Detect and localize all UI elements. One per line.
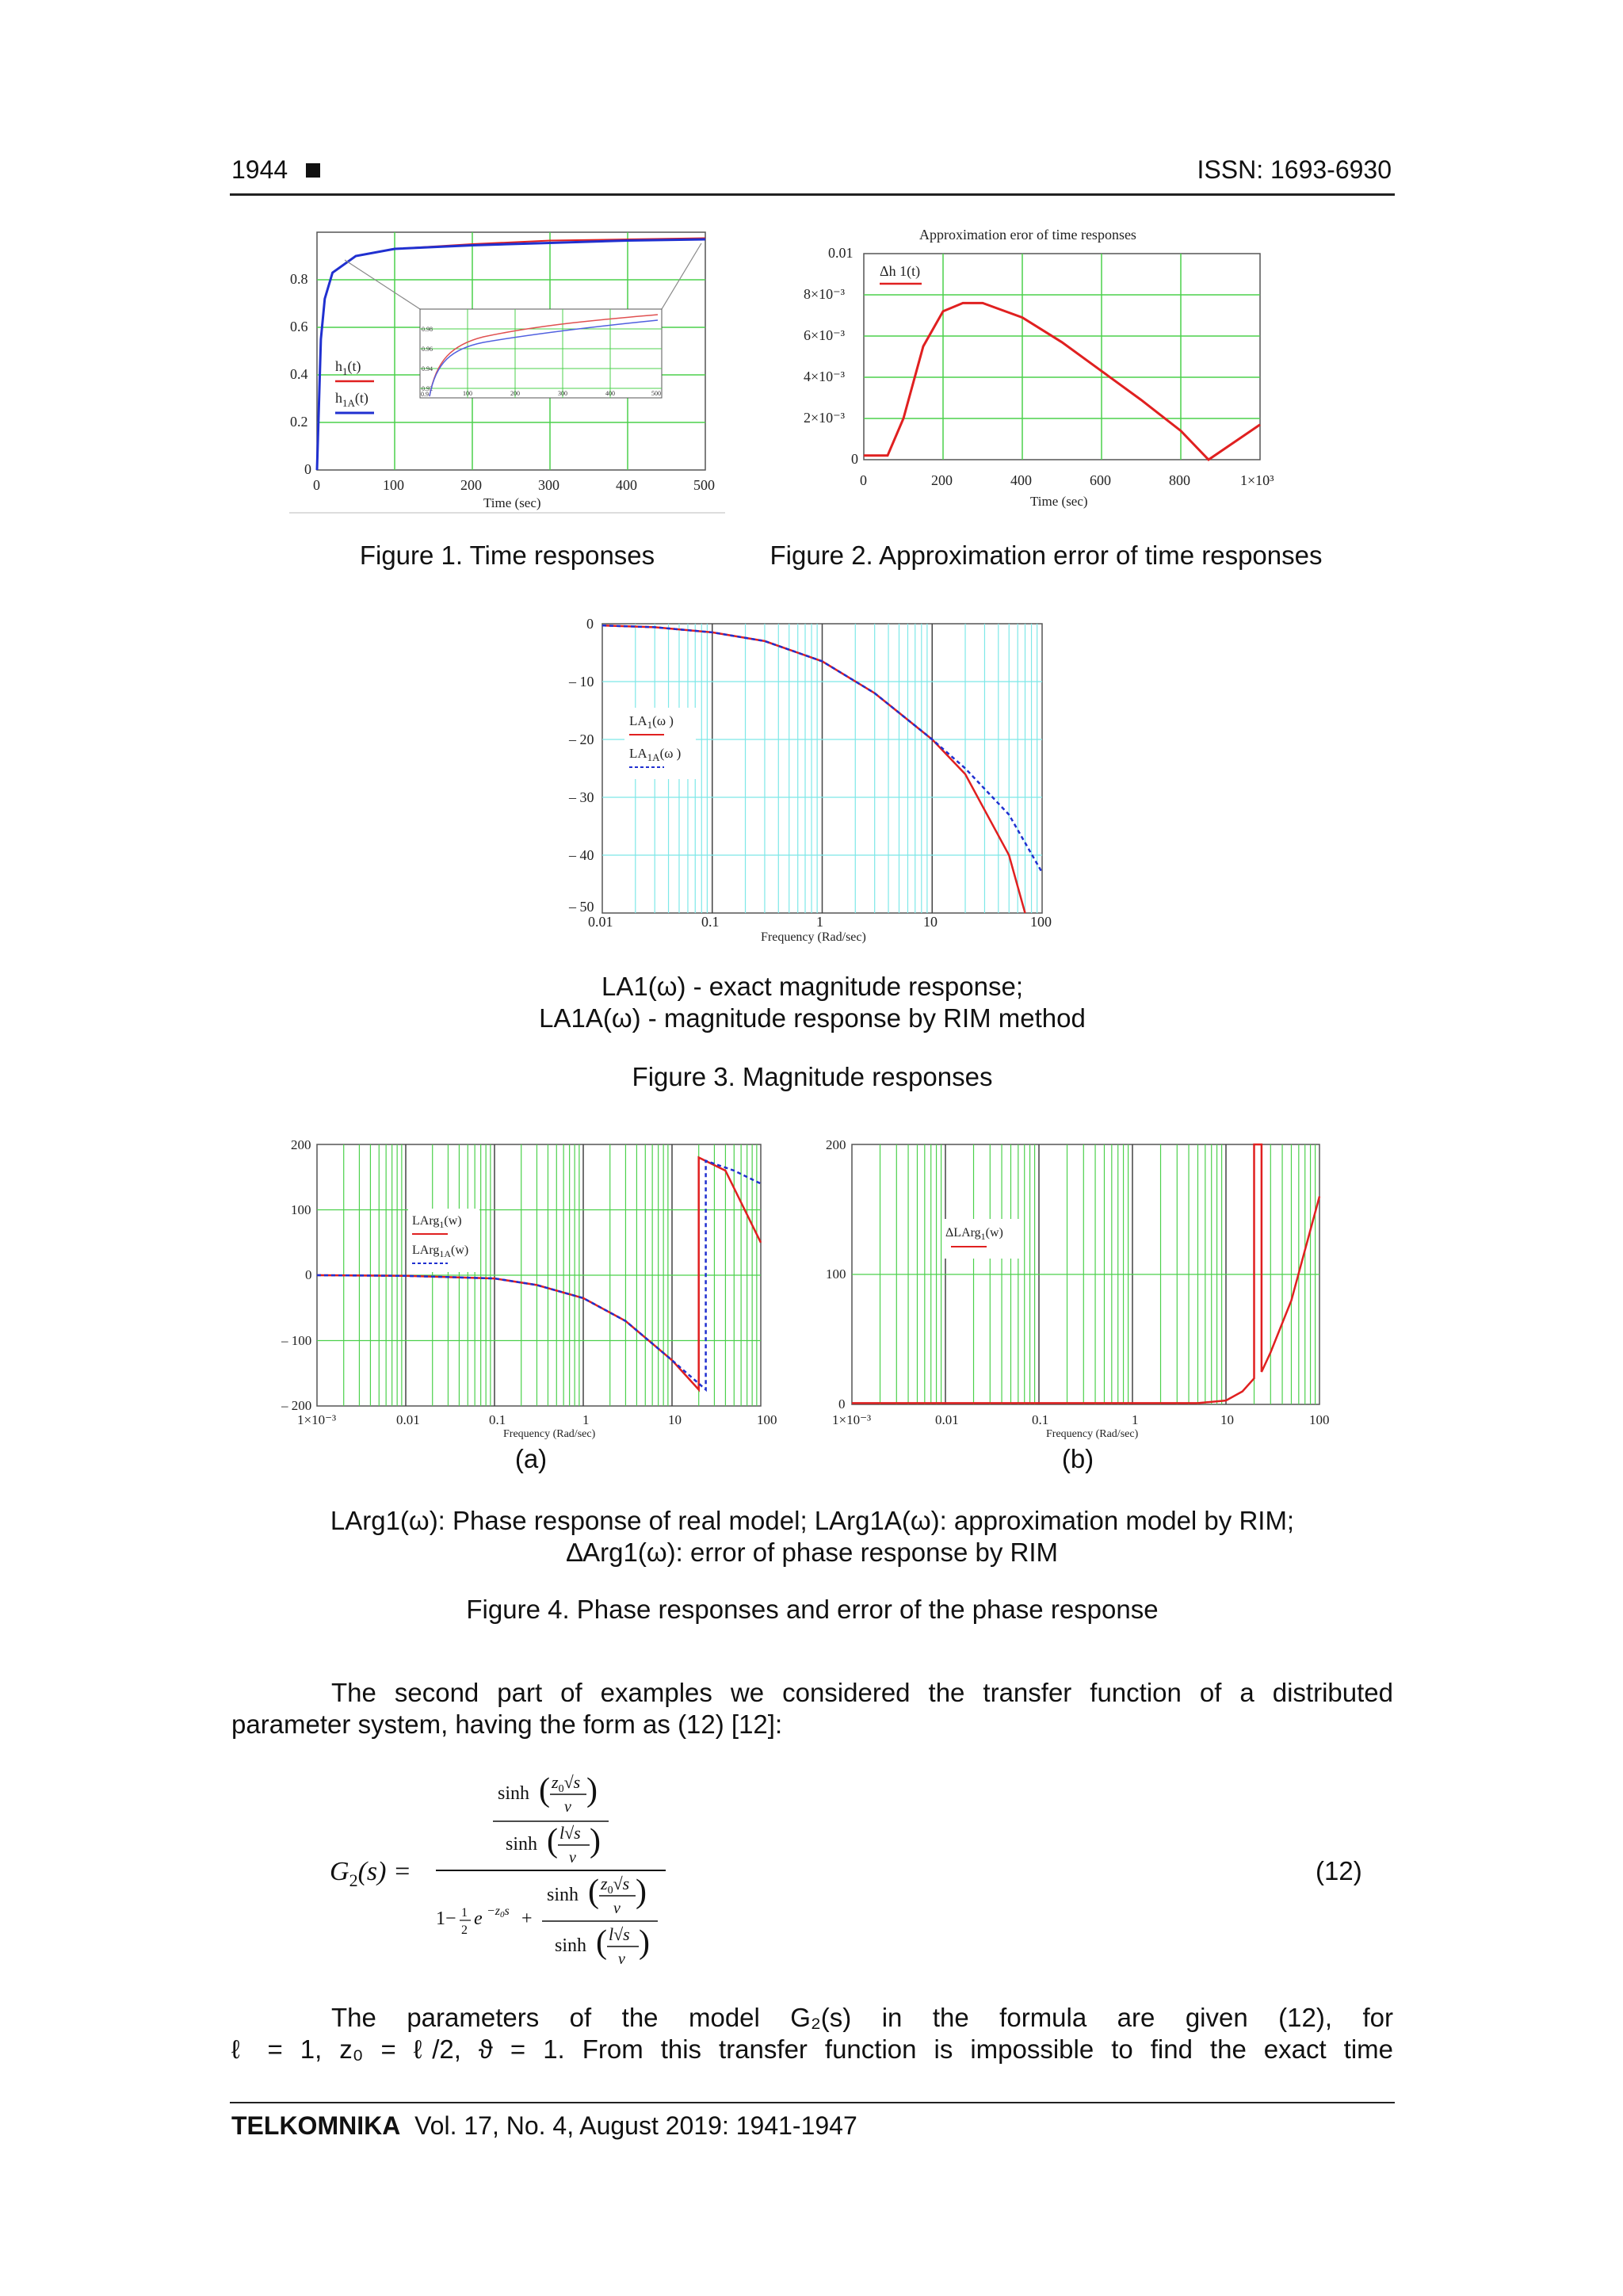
figure-4b-sublabel: (b) [1061, 1444, 1094, 1473]
fig1-ytick: 0.8 [290, 271, 308, 287]
fig4a-ytick: – 100 [281, 1333, 312, 1348]
fig1-inset-xtick: 200 [510, 390, 520, 397]
fig3-legend-LA1: $LA_1(\omega$ ) [629, 713, 674, 731]
svg-text:G2(s) =: $G_2(s)$ = [330, 1857, 411, 1890]
svg-text:(: ( [588, 1874, 599, 1910]
fig1-legend-h1: $h_1(t)$ [335, 358, 361, 377]
fig2-ytick: 0 [851, 451, 858, 467]
figure-2-chart [800, 222, 1308, 523]
svg-text:sinh: sinh [555, 1935, 587, 1956]
fig1-inset [420, 309, 662, 398]
svg-text:+: + [521, 1908, 533, 1929]
svg-text:sinh: sinh [506, 1834, 538, 1855]
figure-3-desc-line1: LA1(ω) - exact magnitude response; [601, 972, 1024, 1001]
fig4b-legend-dLArg1: ΔLArg$_1$(w) [945, 1226, 1003, 1242]
figure-1-caption: Figure 1. Time responses [359, 541, 655, 570]
svg-text:(: ( [596, 1924, 607, 1961]
bullet-square-icon [306, 163, 320, 178]
svg-text:v: v [569, 1849, 576, 1866]
fig3-ytick: – 30 [569, 789, 594, 805]
footer-journal: TELKOMNIKA [231, 2111, 401, 2140]
header-rule [230, 193, 1395, 196]
issn: ISSN: 1693-6930 [1197, 155, 1392, 184]
fig3-xlabel: Frequency (Rad/sec) [761, 930, 866, 944]
fig1-inset-xtick: 100 [463, 390, 472, 397]
svg-text:(: ( [547, 1823, 558, 1859]
fig1-xtick: 300 [538, 477, 559, 493]
paragraph-1-line2: parameter system, having the form as (12) [12]: [231, 1710, 783, 1739]
equation-number: (12) [1316, 1856, 1362, 1885]
fig2-xtick: 0 [860, 472, 867, 488]
fig2-ytick: 4×10⁻³ [804, 369, 846, 384]
figure-4a-sublabel: (a) [514, 1444, 548, 1473]
figure-4b-chart [816, 1133, 1339, 1450]
svg-text:e: e [474, 1908, 483, 1929]
svg-text:−z0s: −z0s [487, 1904, 510, 1920]
fig2-title: Approximation eror of time responses [919, 227, 1136, 243]
fig4b-xtick: 100 [1309, 1412, 1330, 1427]
fig4a-xlabel: Frequency (Rad/sec) [503, 1428, 596, 1440]
figure-3-desc-line2: LA1A(ω) - magnitude response by RIM method [539, 1003, 1086, 1033]
fig1-inset-ytick: 0.92 [422, 385, 433, 392]
fig4b-ytick: 200 [826, 1137, 846, 1152]
fig3-ytick: – 20 [569, 732, 594, 747]
fig3-xtick: 10 [923, 914, 938, 930]
fig4a-ytick: 200 [291, 1137, 311, 1152]
fig1-ytick: 0.4 [290, 366, 308, 382]
fig2-xtick: 200 [931, 472, 953, 488]
fig3-xtick: 0.1 [701, 914, 720, 930]
fig1-inset-xtick: 0.9 [421, 391, 429, 398]
fig4a-xtick: 1×10⁻³ [297, 1412, 337, 1427]
equation-12 [317, 1759, 761, 1981]
fig4a-xtick: 0.1 [489, 1412, 506, 1427]
svg-text:sinh: sinh [498, 1783, 530, 1804]
paragraph-1-line1: The second part of examples we considered the transfer function of a distributed [331, 1678, 1393, 1707]
fig1-xtick: 100 [383, 477, 404, 493]
fig2-ytick: 8×10⁻³ [804, 286, 846, 302]
footer-rule [230, 2102, 1395, 2103]
fig1-inset-ytick: 0.96 [422, 346, 433, 353]
svg-text:z0√s: $z_0√s$ [601, 1874, 630, 1897]
figure-1-chart [285, 226, 729, 519]
fig2-xtick: 400 [1010, 472, 1032, 488]
fig1-ytick: 0.6 [290, 319, 308, 334]
fig4a-xtick: 100 [757, 1412, 777, 1427]
paragraph-2-line1: The parameters of the model G₂(s) in the formula are given (12), for [331, 2003, 1393, 2032]
fig4a-xtick: 0.01 [396, 1412, 420, 1427]
fig2-ytick: 0.01 [828, 245, 854, 261]
svg-text:v: v [618, 1950, 625, 1968]
fig1-inset-ytick: 0.98 [422, 326, 433, 333]
fig4a-legend-LArg1A: LArg$_{1A}$(w) [412, 1244, 469, 1259]
fig4a-xtick: 10 [668, 1412, 682, 1427]
fig3-ytick: – 10 [569, 674, 594, 690]
figure-4-desc-line2: ∆Arg1(ω): error of phase response by RIM [566, 1538, 1059, 1567]
fig1-xtick: 500 [693, 477, 715, 493]
svg-text:1−: 1− [436, 1908, 456, 1929]
fig1-ytick: 0 [304, 461, 311, 477]
svg-text:): ) [639, 1924, 650, 1961]
figure-2-caption: Figure 2. Approximation error of time responses [769, 541, 1323, 570]
fig3-ytick: 0 [586, 616, 594, 632]
svg-text:v: v [564, 1798, 571, 1816]
fig4b-xtick: 10 [1220, 1412, 1234, 1427]
svg-text:z0√s: $z_0√s$ [552, 1772, 581, 1795]
fig4b-xtick: 1×10⁻³ [832, 1412, 872, 1427]
svg-text:): ) [586, 1772, 598, 1809]
fig3-xtick: 100 [1030, 914, 1052, 930]
page-number: 1944 [231, 155, 288, 184]
paragraph-2-line2: ℓ = 1, z₀ = ℓ/2, ϑ = 1. From this transfer function is impossible to find the exact time [231, 2034, 1393, 2064]
svg-text:l√s: l√s [609, 1924, 630, 1944]
svg-text:2: 2 [461, 1924, 468, 1937]
fig4b-xtick: 0.1 [1032, 1412, 1049, 1427]
fig1-inset-xtick: 500 [651, 390, 661, 397]
fig3-legend-LA1A: $LA_{1A}(\omega$ ) [629, 746, 682, 763]
footer-text [231, 2111, 857, 2141]
fig1-xtick: 200 [460, 477, 482, 493]
fig3-xtick: 0.01 [588, 914, 613, 930]
figure-3-caption: Figure 3. Magnitude responses [632, 1062, 993, 1091]
fig1-xtick: 0 [313, 477, 320, 493]
svg-text:v: v [613, 1900, 621, 1917]
fig2-ytick: 6×10⁻³ [804, 327, 846, 343]
fig4b-xlabel: Frequency (Rad/sec) [1046, 1428, 1139, 1440]
fig1-xtick: 400 [616, 477, 637, 493]
figure-4-desc-line1: LArg1(ω): Phase response of real model; LArg1A(ω): approximation model by RIM; [330, 1506, 1295, 1535]
fig1-inset-ytick: 0.94 [422, 365, 433, 372]
fig2-xtick: 800 [1169, 472, 1190, 488]
svg-text:sinh: sinh [547, 1885, 579, 1905]
fig1-ytick: 0.2 [290, 414, 308, 430]
fig2-legend: Δh 1(t) [880, 263, 921, 279]
fig4a-ytick: 0 [305, 1267, 312, 1282]
fig4b-xtick: 0.01 [935, 1412, 959, 1427]
svg-text:): ) [590, 1823, 601, 1859]
figure-3-chart [555, 614, 1062, 947]
fig1-legend-h1A: $h_{1A}(t)$ [335, 390, 369, 409]
fig2-xtick: 600 [1090, 472, 1111, 488]
fig1-inset-xtick: 400 [605, 390, 615, 397]
figure-4a-chart [281, 1133, 789, 1450]
fig1-xlabel: Time (sec) [483, 495, 541, 510]
fig1-inset-xtick: 300 [558, 390, 567, 397]
fig4a-xtick: 1 [582, 1412, 590, 1427]
fig2-xtick: 1×10³ [1240, 472, 1274, 488]
svg-text:): ) [636, 1874, 647, 1910]
footer-info: Vol. 17, No. 4, August 2019: 1941-1947 [414, 2111, 857, 2140]
fig3-ytick: – 40 [569, 847, 594, 863]
fig2-xlabel: Time (sec) [1030, 494, 1088, 509]
fig4b-ytick: 0 [838, 1396, 846, 1412]
svg-text:l√s: l√s [559, 1823, 581, 1843]
fig4a-ytick: – 200 [281, 1398, 312, 1413]
figure-4-caption: Figure 4. Phase responses and error of the phase response [466, 1595, 1159, 1624]
fig3-ytick: – 50 [569, 899, 594, 915]
fig4a-ytick: 100 [291, 1202, 311, 1217]
fig4b-xtick: 1 [1132, 1412, 1139, 1427]
fig4b-ytick: 100 [826, 1266, 846, 1282]
fig2-ytick: 2×10⁻³ [804, 410, 846, 426]
fig4a-legend-LArg1: LArg$_1$(w) [412, 1214, 462, 1230]
svg-text:(: ( [539, 1772, 550, 1809]
svg-text:1: 1 [461, 1906, 468, 1920]
fig3-xtick: 1 [816, 914, 823, 930]
